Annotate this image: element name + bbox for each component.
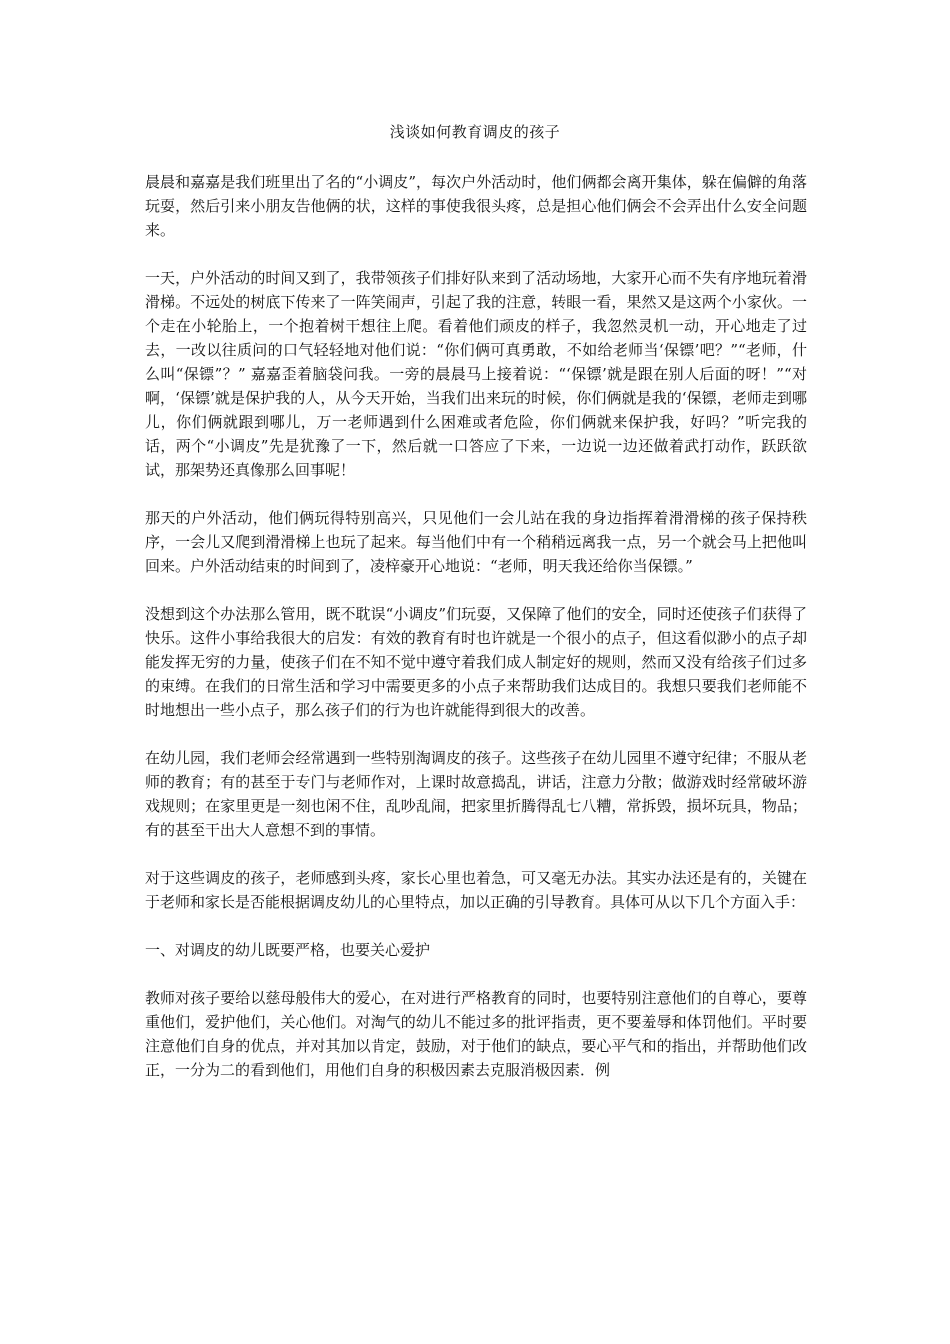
paragraph-7: 教师对孩子要给以慈母般伟大的爱心，在对进行严格教育的同时，也要特别注意他们的自尊心，要尊重他们，爱护他们，关心他们。对淘气的幼儿不能过多的批评指责，更不要羞辱和体罚他们。平时要注意他们自身的优点，并对其加以肯定，鼓励，对于他们的缺点，要心平气和的指出，并帮助他们改正，一分为二的看到他们，用他们自身的积极因素去克服消极因素．例 (145, 989, 807, 1079)
document-body (145, 170, 807, 1106)
paragraph-1: 晨晨和嘉嘉是我们班里出了名的“小调皮”，每次户外活动时，他们俩都会离开集体，躲在偏僻的角落玩耍，然后引来小朋友告他俩的状，这样的事使我很头疼，总是担心他们俩会不会弄出什么安全问题来。 (145, 173, 807, 239)
section-heading-1: 一、对调皮的幼儿既要严格，也要关心爱护 (145, 941, 431, 959)
paragraph-5: 在幼儿园，我们老师会经常遇到一些特别淘调皮的孩子。这些孩子在幼儿园里不遵守纪律；不服从老师的教育；有的甚至于专门与老师作对，上课时故意捣乱，讲话，注意力分散；做游戏时经常破坏游戏规则；在家里更是一刻也闲不住，乱吵乱闹，把家里折腾得乱七八糟，常拆毁，损坏玩具，物品；有的甚至干出大人意想不到的事情。 (145, 749, 807, 839)
paragraph-2: 一天，户外活动的时间又到了，我带领孩子们排好队来到了活动场地，大家开心而不失有序地玩着滑滑梯。不远处的树底下传来了一阵笑闹声，引起了我的注意，转眼一看，果然又是这两个小家伙。一个走在小轮胎上，一个抱着树干想往上爬。看着他们顽皮的样子，我忽然灵机一动，开心地走了过去，一改以往质问的口气轻轻地对他们说：“你们俩可真勇敢，不如给老师当‘保镖’吧？”“老师，什么叫“保镖”？” 嘉嘉歪着脑袋问我。一旁的晨晨马上接着说：“‘保镖’就是跟在别人后面的呀！”“对啊，‘保镖’就是保护我的人，从今天开始，当我们出来玩的时候，你们俩就是我的‘保镖，老师走到哪儿，你们俩就跟到哪儿，万一老师遇到什么困难或者危险，你们俩就来保护我，好吗？”听完我的话，两个“小调皮”先是犹豫了一下，然后就一口答应了下来，一边说一边还做着武打动作，跃跃欲试，那架势还真像那么回事呢！ (145, 269, 807, 479)
paragraph-4: 没想到这个办法那么管用，既不耽误“小调皮”们玩耍，又保障了他们的安全，同时还使孩子们获得了快乐。这件小事给我很大的启发：有效的教育有时也许就是一个很小的点子，但这看似渺小的点子却能发挥无穷的力量，使孩子们在不知不觉中遵守着我们成人制定好的规则，然而又没有给孩子们过多的束缚。在我们的日常生活和学习中需要更多的小点子来帮助我们达成目的。我想只要我们老师能不时地想出一些小点子，那么孩子们的行为也许就能得到很大的改善。 (145, 605, 807, 719)
paragraph-6: 对于这些调皮的孩子，老师感到头疼，家长心里也着急，可又毫无办法。其实办法还是有的，关键在于老师和家长是否能根据调皮幼儿的心里特点，加以正确的引导教育。具体可从以下几个方面入手： (145, 869, 807, 911)
paragraph-3: 那天的户外活动，他们俩玩得特别高兴，只见他们一会儿站在我的身边指挥着滑滑梯的孩子保持秩序，一会儿又爬到滑滑梯上也玩了起来。每当他们中有一个稍稍远离我一点，另一个就会马上把他叫回来。户外活动结束的时间到了，凌梓豪开心地说：“老师，明天我还给你当保镖。” (145, 509, 807, 575)
document-title: 浅谈如何教育调皮的孩子 (389, 123, 561, 141)
